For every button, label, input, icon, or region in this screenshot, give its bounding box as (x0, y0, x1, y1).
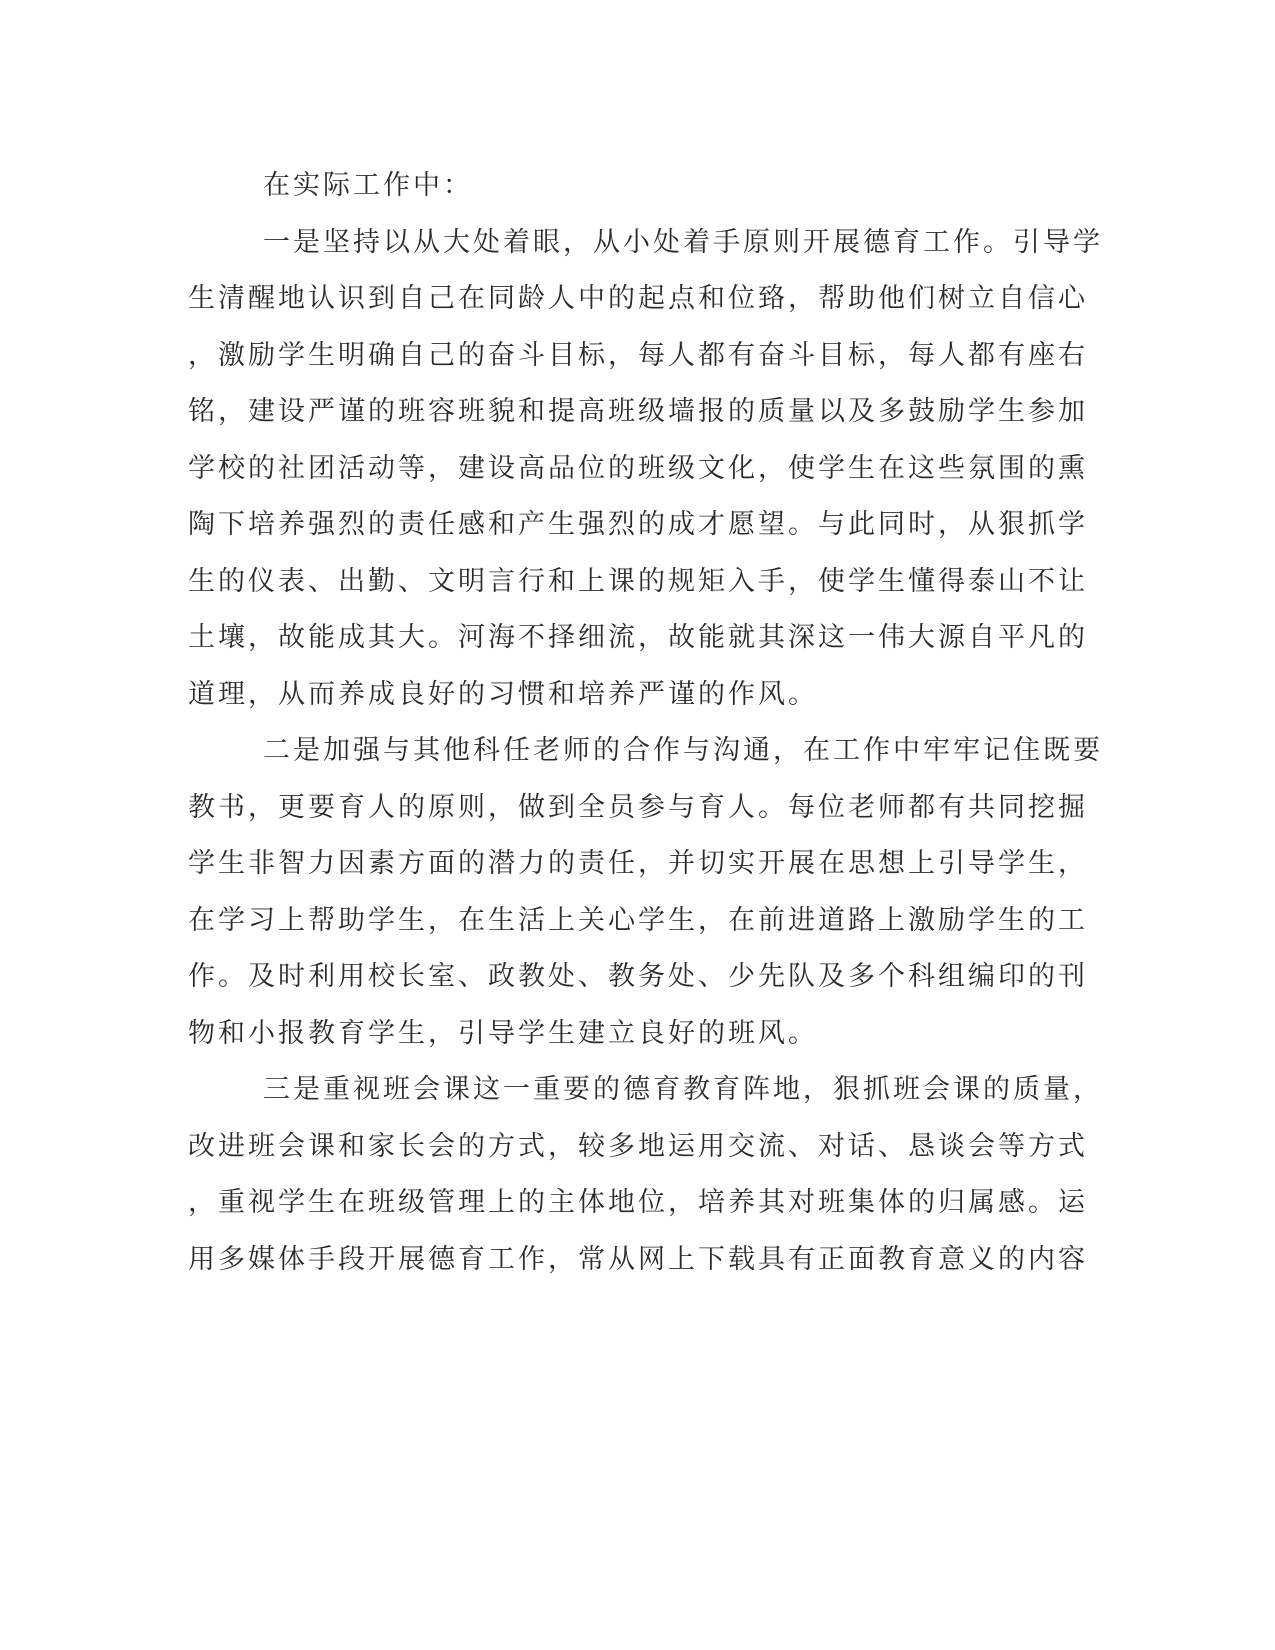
text-line: 在学习上帮助学生，在生活上关心学生，在前进道路上激励学生的工 (188, 904, 1088, 936)
text-line: 铭，建设严谨的班容班貌和提高班级墙报的质量以及多鼓励学生参加 (188, 396, 1088, 427)
text-line: 一是坚持以从大处着眼，从小处着手原则开展德育工作。引导学 (263, 226, 1103, 258)
text-line: 用多媒体手段开展德育工作，常从网上下载具有正面教育意义的内容 (188, 1243, 1088, 1275)
text-line: ，激励学生明确自己的奋斗目标，每人都有奋斗目标，每人都有座右 (188, 339, 1088, 371)
text-line: 作。及时利用校长室、政教处、教务处、少先队及多个科组编印的刊 (188, 961, 1088, 992)
text-line: 生的仪表、出勤、文明言行和上课的规矩入手，使学生懂得泰山不让 (188, 565, 1088, 597)
text-line: 二是加强与其他科任老师的合作与沟通，在工作中牢牢记住既要 (263, 735, 1103, 766)
body-text (188, 158, 1256, 1288)
text-line: 在实际工作中： (263, 170, 473, 201)
text-line: 生清醒地认识到自己在同龄人中的起点和位臵，帮助他们树立自信心 (188, 283, 1088, 314)
text-line: 学校的社团活动等，建设高品位的班级文化，使学生在这些氛围的熏 (188, 452, 1088, 484)
text-line: 三是重视班会课这一重要的德育教育阵地，狠抓班会课的质量， (263, 1074, 1103, 1105)
text-line: 道理，从而养成良好的习惯和培养严谨的作风。 (188, 678, 818, 710)
text-line: 教书，更要育人的原则，做到全员参与育人。每位老师都有共同挖掘 (188, 791, 1088, 823)
text-line: 物和小报教育学生，引导学生建立良好的班风。 (188, 1017, 818, 1049)
text-line: 改进班会课和家长会的方式，较多地运用交流、对话、恳谈会等方式 (188, 1130, 1088, 1162)
text-line: 学生非智力因素方面的潜力的责任，并切实开展在思想上引导学生， (188, 848, 1088, 879)
text-line: ，重视学生在班级管理上的主体地位，培养其对班集体的归属感。运 (188, 1187, 1088, 1218)
text-line: 陶下培养强烈的责任感和产生强烈的成才愿望。与此同时，从狠抓学 (188, 509, 1088, 540)
text-line: 土壤，故能成其大。河海不择细流，故能就其深这一伟大源自平凡的 (188, 622, 1088, 653)
